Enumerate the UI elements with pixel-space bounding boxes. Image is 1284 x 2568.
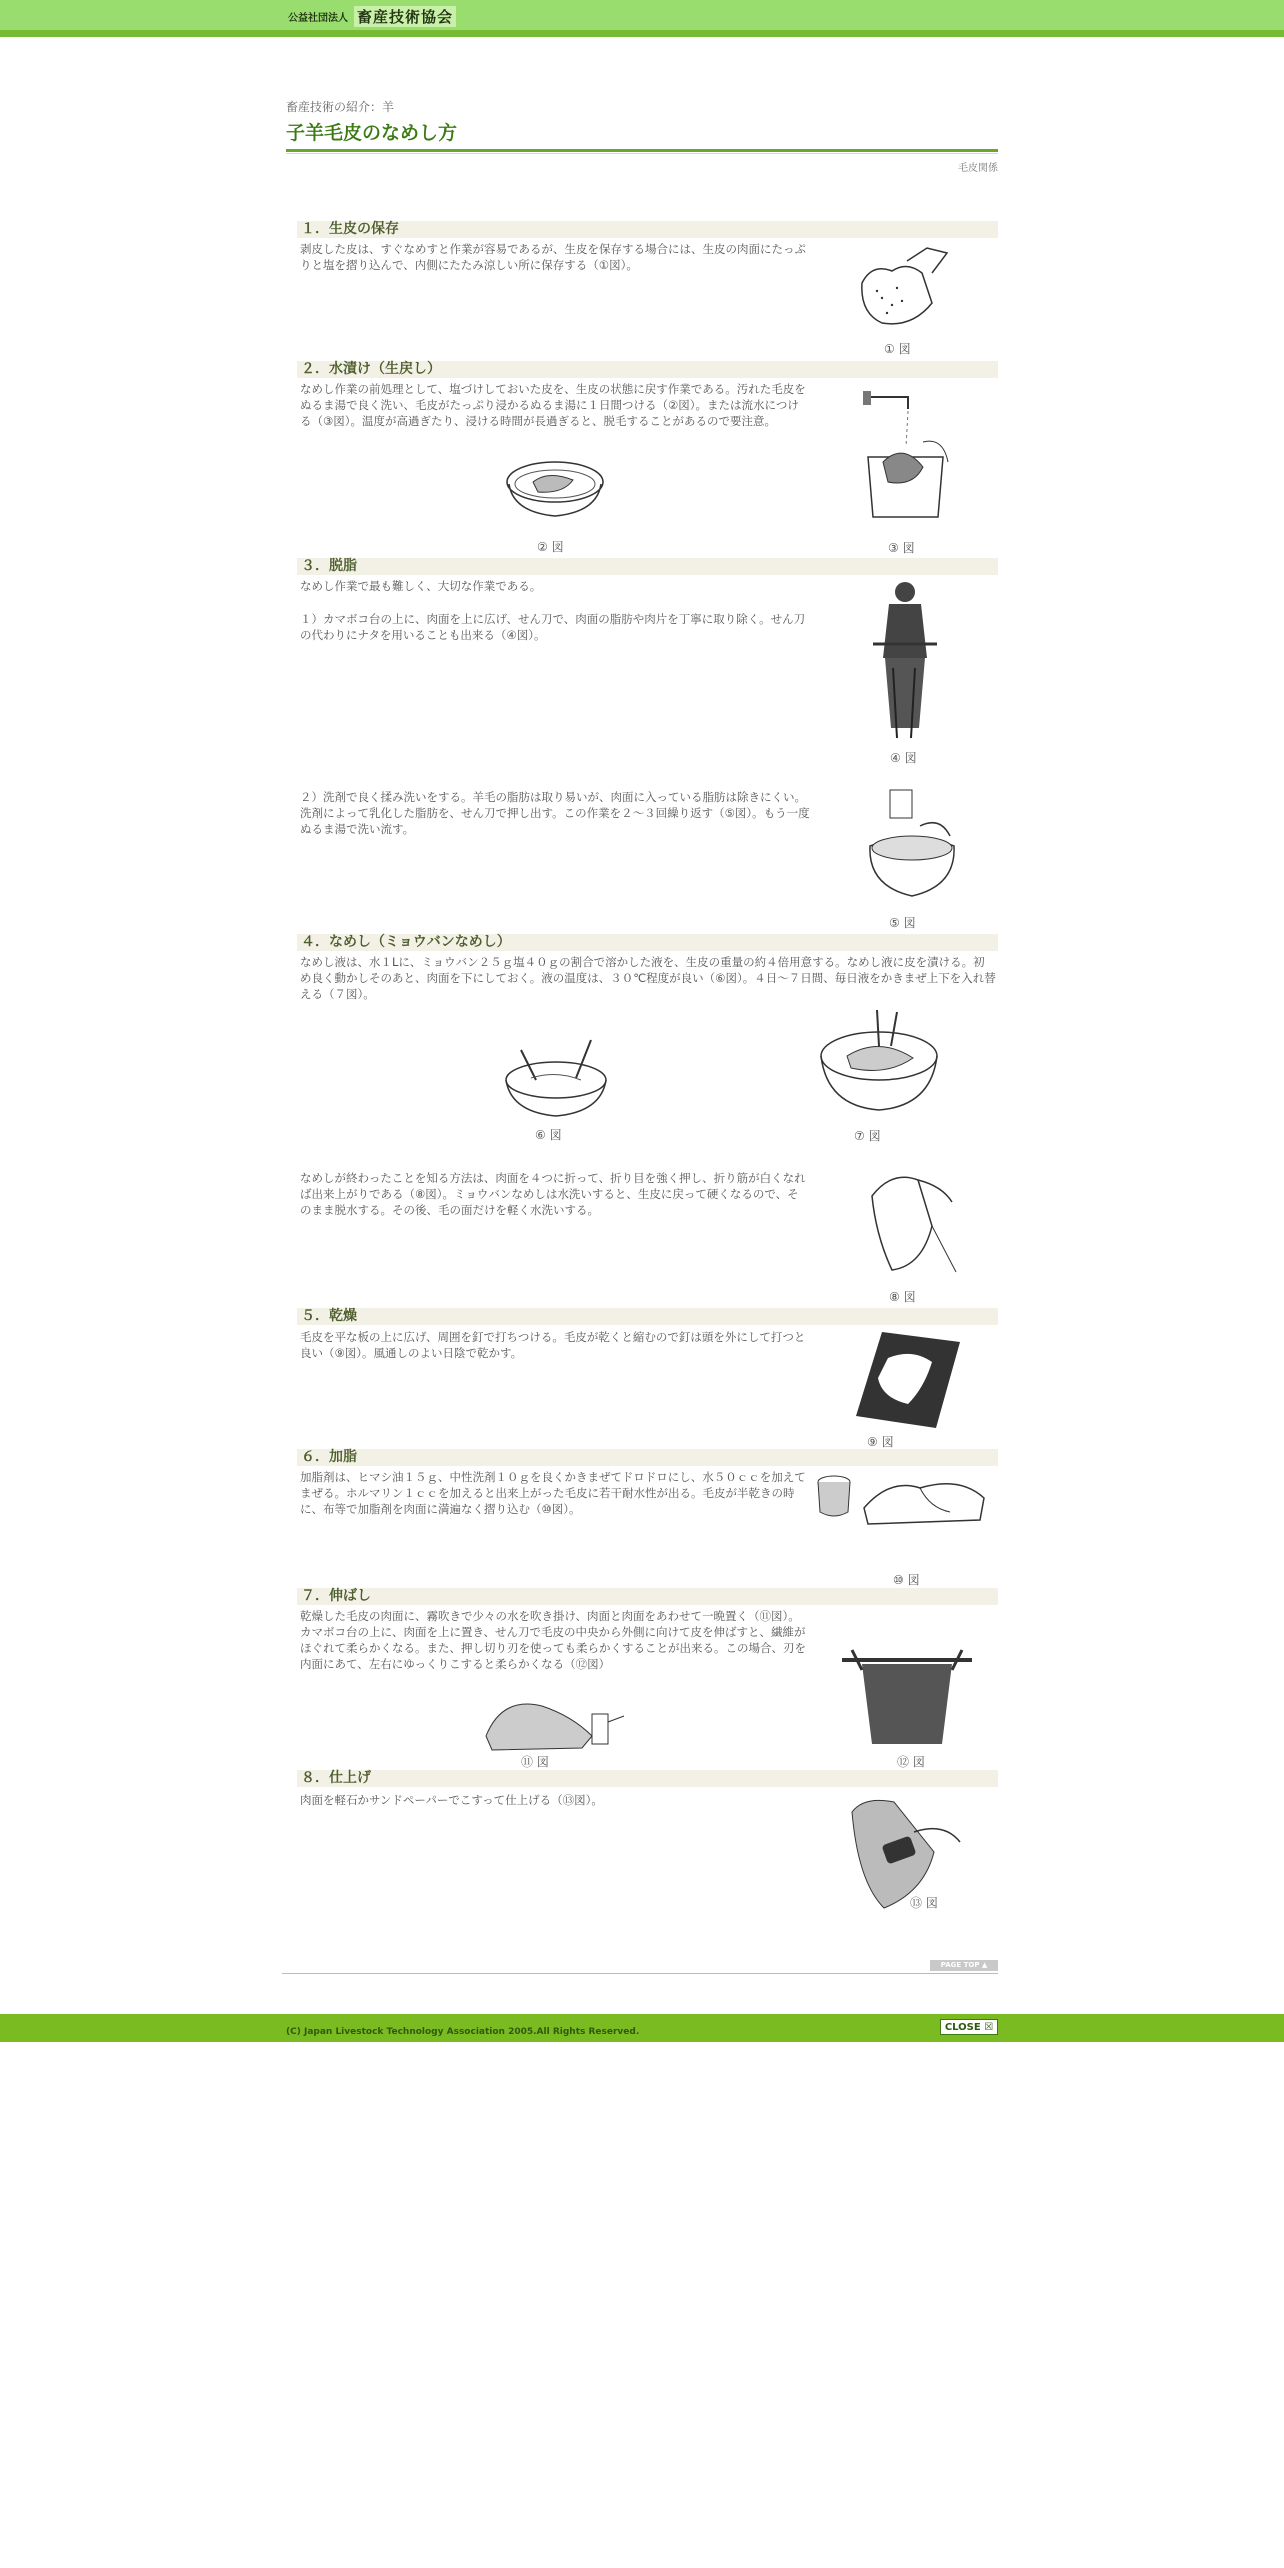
figure-5-washing-illustration: [860, 786, 964, 904]
figure-6-soaking-illustration: [501, 1030, 611, 1120]
figure-1-salting-illustration: [852, 243, 956, 333]
page-title: 子羊毛皮のなめし方: [286, 122, 458, 144]
header-rule: [0, 30, 1284, 37]
figure-2-basin-illustration: [503, 452, 607, 524]
section-heading-6: ６．加脂: [297, 1449, 998, 1466]
figure-7-caption: ⑦ 図: [854, 1129, 881, 1143]
bottom-rule: [282, 1973, 998, 1974]
section-heading-2: ２．水漬け（生戻し）: [297, 361, 998, 378]
figure-10-caption: ⑩ 図: [893, 1573, 920, 1587]
header-bar: [0, 0, 1284, 30]
section-4-text-2: なめしが終わったことを知る方法は、肉面を４つに折って、折り目を強く押し、折り筋が白くなれば出来上がりである（⑧図）。ミョウバンなめしは水洗いすると、生皮に戻って硬くなるので、そのまま脱水する。その後、毛の面だけを軽く水洗いする。: [300, 1171, 806, 1217]
section-1-text: 剥皮した皮は、すぐなめすと作業が容易であるが、生皮を保存する場合には、生皮の肉面にたっぷりと塩を摺り込んで、内側にたたみ涼しい所に保存する（①図）。: [300, 242, 806, 272]
section-7-text: 乾燥した毛皮の肉面に、霧吹きで少々の水を吹き掛け、肉面と肉面をあわせて一晩置く（⑪図）。カマボコ台の上に、肉面を上に置き、せん刀で毛皮の中央から外側に向けて皮を伸ばすと、繊維がほぐれて柔らかくなる。また、押し切り刃を使っても柔らかくすることが出来る。この場合、刃を内面にあて、左右にゆっくりこすると柔らかくなる（⑫図）: [300, 1609, 806, 1671]
section-4-text-1: なめし液は、水１Lに、ミョウバン２５ｇ塩４０ｇの割合で溶かした液を、生皮の重量の約４倍用意する。なめし液に皮を漬ける。初め良く動かしそのあと、肉面を下にしておく。液の温度は、３０℃程度が良い（⑥図）。４日～７日間、毎日液をかきまぜ上下を入れ替える（７図）。: [300, 955, 996, 1001]
section-heading-7: ７．伸ばし: [297, 1588, 998, 1605]
figure-12-stretching-illustration: [832, 1640, 982, 1752]
figure-5-caption: ⑤ 図: [889, 916, 916, 930]
title-rule-light: [286, 153, 998, 154]
figure-4-scraping-illustration: [867, 578, 943, 742]
figure-11-caption: ⑪ 図: [521, 1755, 549, 1769]
figure-1-caption: ① 図: [884, 342, 911, 356]
section-heading-8: ８．仕上げ: [297, 1770, 998, 1787]
figure-11-spraying-illustration: [482, 1686, 628, 1756]
close-button[interactable]: CLOSE ☒: [940, 2019, 998, 2035]
copyright-text: (C) Japan Livestock Technology Association 2005.All Rights Reserved.: [286, 2027, 640, 2037]
logo-name: 畜産技術協会: [354, 6, 456, 27]
section-5-text: 毛皮を平な板の上に広げ、周囲を釘で打ちつける。毛皮が乾くと縮むので釘は頭を外にして打つと良い（⑨図）。風通しのよい日陰で乾かす。: [300, 1330, 806, 1360]
breadcrumb: 畜産技術の紹介：羊: [286, 100, 395, 114]
section-2-text: なめし作業の前処理として、塩づけしておいた皮を、生皮の状態に戻す作業である。汚れた毛皮をぬるま湯で良く洗い、毛皮がたっぷり浸かるぬるま湯に１日間つける（②図）。または流水につける（③図）。温度が高過ぎたり、浸ける時間が長過ぎると、脱毛することがあるので要注意。: [300, 382, 806, 428]
figure-8-caption: ⑧ 図: [889, 1290, 916, 1304]
section-6-text: 加脂剤は、ヒマシ油１５ｇ、中性洗剤１０ｇを良くかきまぜてドロドロにし、水５０ｃｃを加えてまぜる。ホルマリン１ｃｃを加えると出来上がった毛皮に若干耐水性が出る。毛皮が半乾きの時に、布等で加脂剤を肉面に満遍なく摺り込む（⑩図）。: [300, 1470, 806, 1516]
section-heading-3: ３．脱脂: [297, 558, 998, 575]
page-top-button[interactable]: PAGE TOP ▲: [930, 1960, 998, 1971]
footer-bar: [0, 2014, 1284, 2042]
figure-10-jar-illustration: [814, 1468, 854, 1522]
section-heading-4: ４．なめし（ミョウバンなめし）: [297, 934, 998, 951]
figure-9-caption: ⑨ 図: [867, 1435, 894, 1449]
figure-13-sanding-illustration: [844, 1792, 964, 1914]
figure-9-drying-board-illustration: [852, 1328, 964, 1432]
figure-10-greasing-illustration: [860, 1468, 988, 1528]
figure-2-caption: ② 図: [537, 540, 564, 554]
section-3-step-1: １）カマボコ台の上に、肉面を上に広げ、せん刀で、肉面の脂肪や肉片を丁寧に取り除く。せん刀の代わりにナタを用いることも出来る（④図）。: [300, 612, 806, 642]
section-3-step-2: ２）洗剤で良く揉み洗いをする。羊毛の脂肪は取り易いが、肉面に入っている脂肪は除きにくい。洗剤によって乳化した脂肪を、せん刀で押し出す。この作業を２～３回繰り返す（⑤図）。もう一度ぬるま湯で洗い流す。: [300, 790, 810, 836]
figure-7-stirring-illustration: [817, 1006, 941, 1116]
site-logo[interactable]: [288, 6, 456, 26]
section-8-text: 肉面を軽石かサンドペーパーでこすって仕上げる（⑬図）。: [300, 1793, 603, 1807]
figure-6-caption: ⑥ 図: [535, 1128, 562, 1142]
category-label: 毛皮関係: [958, 163, 998, 174]
title-rule: [286, 149, 998, 152]
logo-prefix: 公益社団法人: [288, 12, 348, 24]
section-heading-1: １．生皮の保存: [297, 221, 998, 238]
figure-12-caption: ⑫ 図: [897, 1755, 925, 1769]
section-heading-5: ５．乾燥: [297, 1308, 998, 1325]
figure-8-folding-illustration: [862, 1166, 958, 1278]
figure-3-caption: ③ 図: [888, 541, 915, 555]
figure-4-caption: ④ 図: [890, 751, 917, 765]
figure-3-running-water-illustration: [848, 387, 958, 527]
figure-13-caption: ⑬ 図: [910, 1896, 938, 1910]
section-3-intro: なめし作業で最も難しく、大切な作業である。: [300, 579, 542, 593]
